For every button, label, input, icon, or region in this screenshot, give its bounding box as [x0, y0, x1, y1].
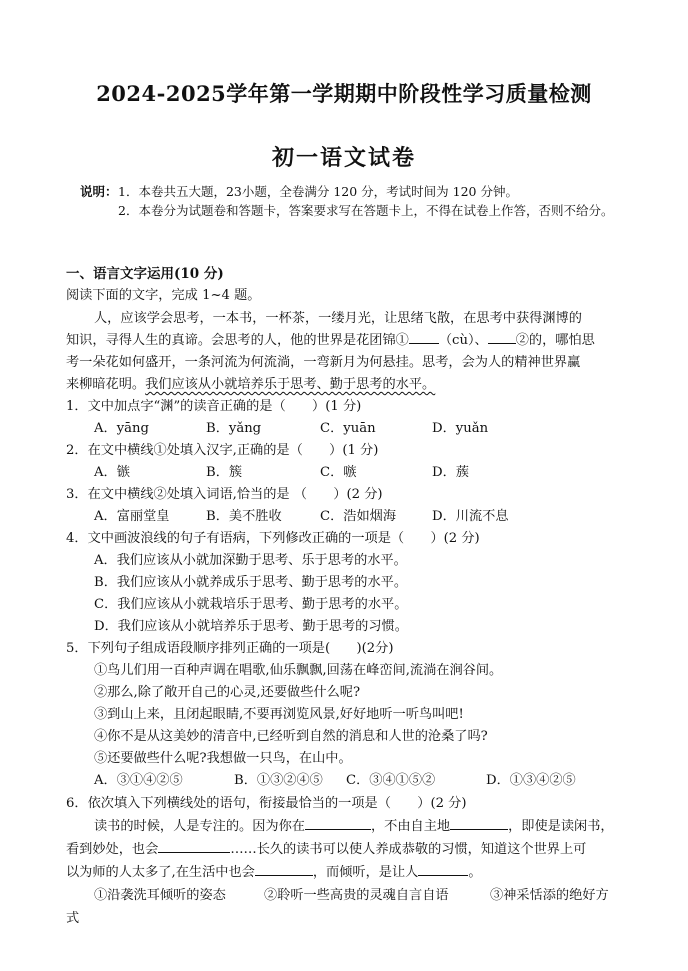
question-2-option-a: A．镞: [94, 465, 130, 480]
question-1-option-c: C．yuān: [320, 421, 376, 436]
question-1-stem: 1．文中加点字“渊”的读音正确的是（ ）(1 分): [66, 399, 362, 414]
question-3-option-c: C．浩如烟海: [320, 509, 397, 524]
pinyin-hint: （cù）、: [438, 333, 488, 348]
question-2-stem: 2．在文中横线①处填入汉字,正确的是（ ）(1 分): [66, 443, 379, 458]
question-5-sentence-4: ④你不是从这美妙的清音中,已经听到自然的消息和人世的沧桑了吗?: [94, 729, 488, 744]
instruction-item-2: 2．本卷分为试题卷和答题卡，答案要求写在答题卡上，不得在试卷上作答，否则不给分。: [118, 203, 614, 218]
passage-line-2: [66, 329, 595, 348]
passage-line-4-text: 来柳暗花明。: [66, 377, 146, 392]
section-heading: 一、语言文字运用(10 分): [66, 266, 224, 282]
question-5-stem: 5．下列句子组成语段顺序排列正确的一项是( )(2分): [66, 641, 394, 656]
q6-text-7: ，而倾听，是让人: [312, 865, 419, 880]
question-2-option-d: D．蔟: [432, 465, 469, 480]
question-6-passage-line-2: [66, 838, 586, 857]
question-1-option-b: B．yǎng: [206, 421, 262, 436]
q6-text-6: 以为师的人太多了,在生活中也会: [66, 865, 255, 880]
question-4-stem: 4．文中画波浪线的句子有语病，下列修改正确的一项是（ ）(2 分): [66, 531, 480, 546]
exam-title: 2024-2025学年第一学期期中阶段性学习质量检测: [96, 81, 592, 106]
question-3-option-a: A．富丽堂皇: [94, 509, 170, 524]
question-5-sentence-5: ⑤还要做些什么呢?我想做一只鸟，在山中。: [94, 751, 352, 766]
exam-subtitle: 初一语文试卷: [271, 145, 416, 171]
passage-line-4: [66, 373, 435, 392]
question-5-sentence-2: ②那么,除了敞开自己的心灵,还要做些什么呢?: [94, 685, 361, 700]
question-4-option-a: A．我们应该从小就加深勤于思考、乐于思考的水平。: [94, 553, 407, 568]
q6-text-1: 读书的时候，人是专注的。因为你在: [94, 819, 305, 834]
question-5-option-a: A．③①④②⑤: [94, 773, 183, 788]
question-6-choice-2: ②聆听一些高贵的灵魂自言自语: [264, 888, 449, 903]
question-3-stem: 3．在文中横线②处填入词语,恰当的是 （ ）(2 分): [66, 487, 383, 502]
passage-line-2-end: ②的，哪怕思: [515, 333, 595, 348]
q6-text-3: ，即使是读闲书，: [508, 819, 614, 834]
question-5-option-c: C．③④①⑤②: [346, 773, 436, 788]
q6-blank-1: [305, 817, 371, 830]
q6-text-2: ，不由自主地: [371, 819, 451, 834]
question-3-option-d: D．川流不息: [432, 509, 509, 524]
section-intro: 阅读下面的文字，完成 1~4 题。: [66, 288, 261, 303]
question-2-option-b: B．簇: [206, 465, 243, 480]
question-5-sentence-1: ①鸟儿们用一百种声调在唱歌,仙乐飘飘,回荡在峰峦间,流淌在涧谷间。: [94, 663, 503, 678]
passage-line-2-text: 知识，寻得人生的真谛。会思考的人，他的世界是花团锦①: [66, 333, 409, 348]
question-1-option-d: D．yuǎn: [432, 421, 489, 436]
passage-line-3: 考一朵花如何盛开，一条河流为何流淌，一弯新月为何悬挂。思考，会为人的精神世界赢: [66, 355, 581, 370]
question-6-choice-3-tail: 式: [66, 911, 80, 926]
passage-line-1: 人，应该学会思考，一本书，一杯茶，一缕月光，让思绪飞散，在思考中获得渊博的: [94, 311, 582, 326]
q6-blank-4: [255, 863, 313, 876]
question-6-choice-1: ①沿袭洗耳倾听的姿态: [94, 888, 226, 903]
question-6-passage-line-3: [66, 861, 482, 880]
question-5-sentence-3: ③到山上来，且闭起眼睛,不要再浏览风景,好好地听一听鸟叫吧!: [94, 707, 464, 722]
question-1-option-a: A．yāng: [94, 421, 149, 436]
question-2-option-c: C．嗾: [320, 465, 357, 480]
q6-text-4: 看到妙处，也会: [66, 842, 159, 857]
q6-text-8: 。: [468, 865, 482, 880]
blank-1: [409, 331, 439, 344]
q6-blank-3: [158, 840, 230, 853]
question-4-option-d: D．我们应该从小就培养乐于思考、勤于思考的习惯。: [94, 619, 408, 634]
question-4-option-b: B．我们应该从小就养成乐于思考、勤于思考的水平。: [94, 575, 408, 590]
instructions-label: 说明：: [80, 184, 118, 199]
q6-text-5: ……长久的读书可以使人养成恭敬的习惯，知道这个世界上可: [230, 842, 587, 857]
wavy-underlined-sentence: 我们应该从小就培养乐于思考、勤于思考的水平。: [145, 377, 436, 392]
q6-blank-2: [450, 817, 508, 830]
question-5-option-b: B．①③②④⑤: [234, 773, 323, 788]
question-5-option-d: D．①③④②⑤: [486, 773, 576, 788]
question-6-choice-3: ③神采恬添的绝好方: [490, 888, 609, 903]
question-6-stem: 6．依次填入下列横线处的语句，衔接最恰当的一项是（ ）(2 分): [66, 796, 467, 811]
q6-blank-5: [418, 863, 468, 876]
instruction-item-1: 1．本卷共五大题，23小题，全卷满分 120 分，考试时间为 120 分钟。: [118, 184, 518, 199]
question-3-option-b: B．美不胜收: [206, 509, 282, 524]
blank-2: [488, 331, 516, 344]
question-6-passage-line-1: [94, 815, 614, 834]
question-4-option-c: C．我们应该从小就栽培乐于思考、勤于思考的水平。: [94, 597, 408, 612]
